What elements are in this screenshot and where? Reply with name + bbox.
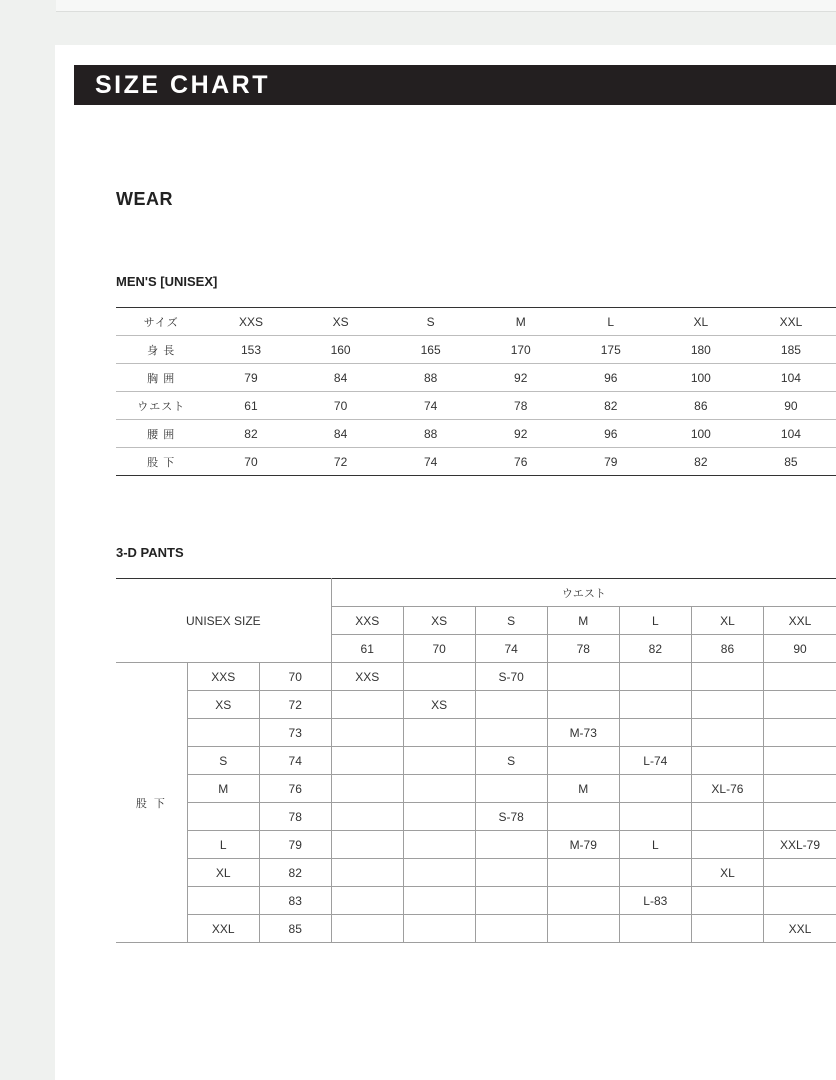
pants-grid-cell	[475, 691, 547, 719]
pants-grid-cell	[547, 803, 619, 831]
pants-grid-cell	[547, 887, 619, 915]
mens-cell: 160	[296, 336, 386, 364]
mens-cell: 74	[423, 454, 438, 469]
mens-cell: 74	[386, 392, 476, 420]
mens-cell: M	[476, 308, 566, 336]
pants-grid-cell	[619, 719, 691, 747]
mens-row-label: サイズ	[116, 308, 206, 336]
mens-table-title: MEN'S [UNISEX]	[116, 274, 218, 289]
pants-size-cell: XXS	[187, 663, 259, 691]
page-title: SIZE CHART	[74, 65, 836, 105]
pants-grid-cell	[764, 775, 836, 803]
pants-inseam-value: 82	[259, 859, 331, 887]
pants-row	[116, 775, 836, 803]
mens-cell: XXL	[746, 308, 836, 336]
pants-grid-cell	[475, 859, 547, 887]
mens-cell: 104	[746, 420, 836, 448]
pants-grid-cell	[331, 719, 403, 747]
pants-grid-cell: S-70	[475, 663, 547, 691]
waist-header: ウエスト	[331, 579, 836, 607]
mens-row	[116, 420, 836, 448]
pants-grid-cell	[403, 747, 475, 775]
pants-grid-cell	[764, 887, 836, 915]
pants-grid-cell	[764, 663, 836, 691]
pants-grid-cell	[331, 775, 403, 803]
pants-inseam-value: 85	[259, 915, 331, 943]
pants-grid-cell	[475, 719, 547, 747]
mens-row-label: 股 下	[147, 456, 176, 469]
pants-grid-cell	[691, 831, 763, 859]
mens-cell: 88	[386, 420, 476, 448]
pants-grid-cell	[331, 803, 403, 831]
mens-cell: XS	[296, 308, 386, 336]
waist-size-header: XXS	[331, 607, 403, 635]
pants-row	[116, 803, 836, 831]
mens-cell: 88	[386, 364, 476, 392]
pants-grid-cell	[764, 747, 836, 775]
waist-value-header: 74	[475, 635, 547, 663]
pants-grid-cell	[403, 775, 475, 803]
pants-grid-cell: L-83	[619, 887, 691, 915]
mens-cell: 175	[566, 336, 656, 364]
pants-grid-cell	[619, 803, 691, 831]
mens-row	[116, 364, 836, 392]
pants-grid-cell	[764, 691, 836, 719]
pants-grid-cell: XXL-79	[764, 831, 836, 859]
mens-cell: 180	[656, 336, 746, 364]
mens-cell: 104	[746, 364, 836, 392]
pants-grid-cell	[691, 887, 763, 915]
pants-row	[116, 747, 836, 775]
pants-size-cell: XS	[187, 691, 259, 719]
pants-grid-cell	[475, 887, 547, 915]
mens-row-label: 胸 囲	[116, 364, 206, 392]
mens-cell: XL	[656, 308, 746, 336]
mens-cell: 61	[206, 392, 295, 420]
pants-grid-cell	[547, 691, 619, 719]
mens-cell: 70	[244, 454, 258, 469]
pants-inseam-value: 76	[259, 775, 331, 803]
pants-grid-cell	[331, 747, 403, 775]
pants-table-title: 3-D PANTS	[116, 545, 184, 560]
inseam-label: 股 下	[116, 663, 187, 943]
mens-cell: 92	[476, 364, 566, 392]
pants-grid-cell	[691, 719, 763, 747]
mens-row	[116, 448, 836, 476]
mens-cell: 90	[746, 392, 836, 420]
pants-grid-cell	[547, 859, 619, 887]
pants-row	[116, 691, 836, 719]
mens-cell: 86	[656, 392, 746, 420]
pants-grid-cell: M-73	[547, 719, 619, 747]
pants-grid-cell: XS	[403, 691, 475, 719]
mens-cell: 85	[784, 454, 798, 469]
pants-grid-cell	[331, 915, 403, 943]
mens-cell: 76	[514, 454, 528, 469]
waist-size-header: M	[547, 607, 619, 635]
mens-cell: 79	[604, 454, 618, 469]
mens-row	[116, 308, 836, 336]
pants-grid-cell: M-79	[547, 831, 619, 859]
pants-inseam-value: 72	[259, 691, 331, 719]
pants-row	[116, 663, 836, 691]
pants-grid-cell	[403, 859, 475, 887]
pants-row	[116, 831, 836, 859]
pants-row	[116, 719, 836, 747]
pants-grid-cell	[475, 915, 547, 943]
waist-value-header: 82	[619, 635, 691, 663]
mens-cell: 79	[206, 364, 295, 392]
unisex-size-header: UNISEX SIZE	[116, 579, 331, 663]
waist-value-header: 86	[691, 635, 763, 663]
pants-inseam-value: 79	[259, 831, 331, 859]
pants-grid-cell	[403, 831, 475, 859]
pants-grid-cell: L	[619, 831, 691, 859]
waist-size-header: XS	[403, 607, 475, 635]
pants-inseam-value: 70	[259, 663, 331, 691]
pants-grid-cell	[403, 803, 475, 831]
mens-cell: 82	[566, 392, 656, 420]
mens-cell: 170	[476, 336, 566, 364]
waist-value-header: 70	[403, 635, 475, 663]
pants-grid-cell: XXL	[764, 915, 836, 943]
pants-row	[116, 859, 836, 887]
pants-grid-cell	[403, 887, 475, 915]
mens-cell: 82	[206, 420, 295, 448]
mens-cell: 84	[296, 364, 386, 392]
pants-grid-cell	[691, 691, 763, 719]
mens-cell: 96	[566, 364, 656, 392]
pants-size-cell: L	[187, 831, 259, 859]
pants-grid-cell	[331, 859, 403, 887]
mens-cell: L	[566, 308, 656, 336]
pants-grid-cell	[403, 915, 475, 943]
pants-grid-cell	[691, 747, 763, 775]
mens-cell: 153	[206, 336, 295, 364]
waist-value-header: 78	[547, 635, 619, 663]
mens-row-label: 腰 囲	[116, 420, 206, 448]
pants-grid-cell: XL	[691, 859, 763, 887]
pants-size-cell	[187, 719, 259, 747]
pants-grid-cell	[691, 803, 763, 831]
waist-value-header: 61	[331, 635, 403, 663]
section-title-wear: WEAR	[116, 189, 173, 209]
mens-cell: 100	[656, 364, 746, 392]
pants-grid-cell	[475, 775, 547, 803]
waist-value-header: 90	[764, 635, 836, 663]
mens-size-table	[116, 307, 836, 476]
pants-grid-cell: L-74	[619, 747, 691, 775]
mens-row	[116, 336, 836, 364]
pants-grid-cell	[619, 859, 691, 887]
mens-row	[116, 392, 836, 420]
mens-cell: 72	[333, 454, 348, 469]
pants-grid-cell: S-78	[475, 803, 547, 831]
waist-size-header: L	[619, 607, 691, 635]
previous-page-strip	[56, 0, 836, 12]
mens-cell: 96	[566, 420, 656, 448]
pants-grid-cell	[764, 859, 836, 887]
waist-size-header: XXL	[764, 607, 836, 635]
pants-size-table	[116, 578, 836, 943]
pants-grid-cell	[691, 663, 763, 691]
mens-cell: 82	[694, 454, 708, 469]
pants-row	[116, 915, 836, 943]
pants-header-row-waist	[116, 579, 836, 607]
pants-grid-cell	[691, 915, 763, 943]
mens-row-label: 身 長	[116, 336, 206, 364]
pants-grid-cell	[619, 691, 691, 719]
pants-grid-cell	[403, 663, 475, 691]
pants-size-cell	[187, 887, 259, 915]
pants-size-cell: S	[187, 747, 259, 775]
pants-grid-cell	[547, 915, 619, 943]
waist-size-header: S	[475, 607, 547, 635]
mens-cell: XXS	[206, 308, 295, 336]
pants-inseam-value: 74	[259, 747, 331, 775]
pants-row	[116, 887, 836, 915]
pants-grid-cell	[403, 719, 475, 747]
mens-cell: 100	[656, 420, 746, 448]
waist-size-header: XL	[691, 607, 763, 635]
pants-inseam-value: 78	[259, 803, 331, 831]
size-chart-page	[55, 45, 836, 1080]
pants-inseam-value: 83	[259, 887, 331, 915]
pants-grid-cell	[619, 775, 691, 803]
pants-grid-cell: XL-76	[691, 775, 763, 803]
pants-grid-cell	[764, 803, 836, 831]
pants-grid-cell	[331, 887, 403, 915]
pants-size-cell: XL	[187, 859, 259, 887]
pants-grid-cell: XXS	[331, 663, 403, 691]
mens-cell: S	[386, 308, 476, 336]
mens-cell: 78	[476, 392, 566, 420]
pants-grid-cell: M	[547, 775, 619, 803]
pants-grid-cell	[331, 831, 403, 859]
mens-cell: 70	[296, 392, 386, 420]
mens-cell: 84	[296, 420, 386, 448]
pants-size-cell: XXL	[187, 915, 259, 943]
pants-grid-cell	[619, 663, 691, 691]
pants-grid-cell	[547, 663, 619, 691]
mens-cell: 185	[746, 336, 836, 364]
mens-cell: 165	[386, 336, 476, 364]
pants-grid-cell	[619, 915, 691, 943]
mens-row-label: ウエスト	[116, 392, 206, 420]
pants-size-cell: M	[187, 775, 259, 803]
pants-inseam-value: 73	[259, 719, 331, 747]
mens-cell: 92	[476, 420, 566, 448]
pants-grid-cell	[331, 691, 403, 719]
pants-grid-cell	[547, 747, 619, 775]
pants-grid-cell: S	[475, 747, 547, 775]
pants-size-cell	[187, 803, 259, 831]
pants-grid-cell	[764, 719, 836, 747]
pants-grid-cell	[475, 831, 547, 859]
